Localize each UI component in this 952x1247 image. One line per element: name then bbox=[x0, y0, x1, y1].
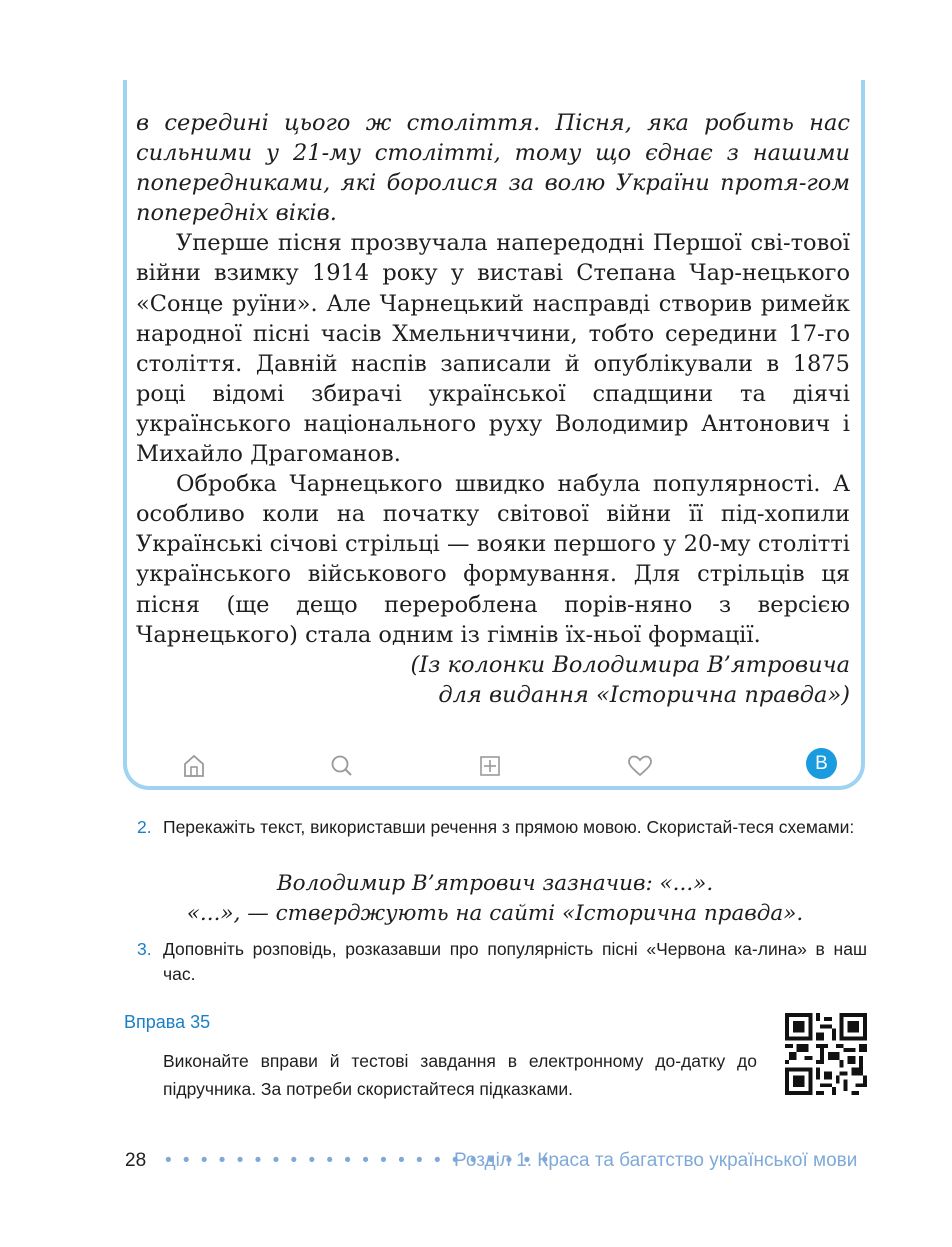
qr-code-icon[interactable] bbox=[785, 1013, 867, 1095]
task-text: Перекажіть текст, використавши речення з прямою мовою. Скористай-теся схемами: bbox=[163, 817, 855, 837]
page-number: 28 bbox=[125, 1150, 147, 1171]
task-number: 2. bbox=[137, 817, 152, 837]
task-number: 3. bbox=[137, 939, 152, 959]
post-actions-bar bbox=[170, 748, 850, 784]
task-2 bbox=[137, 815, 867, 840]
heart-icon[interactable] bbox=[622, 748, 658, 784]
scheme-2: «...», — стверджують на сайті «Історична правда». bbox=[186, 901, 804, 926]
task-3 bbox=[137, 937, 867, 987]
post-body bbox=[136, 108, 850, 710]
section-title: Розділ 1. Краса та багатство української мови bbox=[454, 1150, 858, 1171]
home-icon[interactable] bbox=[176, 748, 212, 784]
post-paragraph-1: в середині цього ж століття. Пісня, яка робить нас сильними у 21-му столітті, тому що єднає з нашими попередниками, які боролися за волю України протя-гом попередніх віків. bbox=[136, 110, 850, 227]
attribution-line-1: (Із колонки Володимира В’ятровича bbox=[410, 651, 850, 678]
add-icon[interactable] bbox=[472, 748, 508, 784]
post-paragraph-2: Уперше пісня прозвучала напередодні Першої сві-тової війни взимку 1914 року у виставі Степана Чар-нецького «Сонце руїни». Але Чарнецький насправді створив римейк народної пісні часів Хмельниччини, тобто середини 17-го століття. Давній наспів записали й опублікували в 1875 році відомі збирачі української спадщини та діячі українського національного руху Володимир Антонович і Михайло Драгоманов. bbox=[136, 230, 850, 468]
scheme-1: Володимир В’ятрович зазначив: «...». bbox=[276, 871, 714, 896]
footer-dots: • • • • • • • • • • • • • • • • • • • • • • bbox=[165, 1150, 552, 1171]
attribution-line-2: для видання «Історична правда») bbox=[438, 681, 850, 708]
profile-badge[interactable]: В bbox=[806, 748, 837, 779]
exercise-text: Виконайте вправи й тестові завдання в електронному до-датку до підручника. За потреби скористайтеся підказками. bbox=[163, 1051, 757, 1099]
search-icon[interactable] bbox=[324, 748, 360, 784]
post-paragraph-3: Обробка Чарнецького швидко набула популярності. А особливо коли на початку світової війни її під-хопили Українські січові стрільці — вояки першого у 20-му столітті українського військового формування. Для стрільців ця пісня (ще дещо перероблена порів-няно з версією Чарнецького) стала одним із гімнів їх-ньої формації. bbox=[136, 471, 850, 648]
task-text: Доповніть розповідь, розказавши про популярність пісні «Червона ка-лина» в наш час. bbox=[163, 939, 867, 984]
exercise-title: Вправа 35 bbox=[124, 1012, 211, 1032]
